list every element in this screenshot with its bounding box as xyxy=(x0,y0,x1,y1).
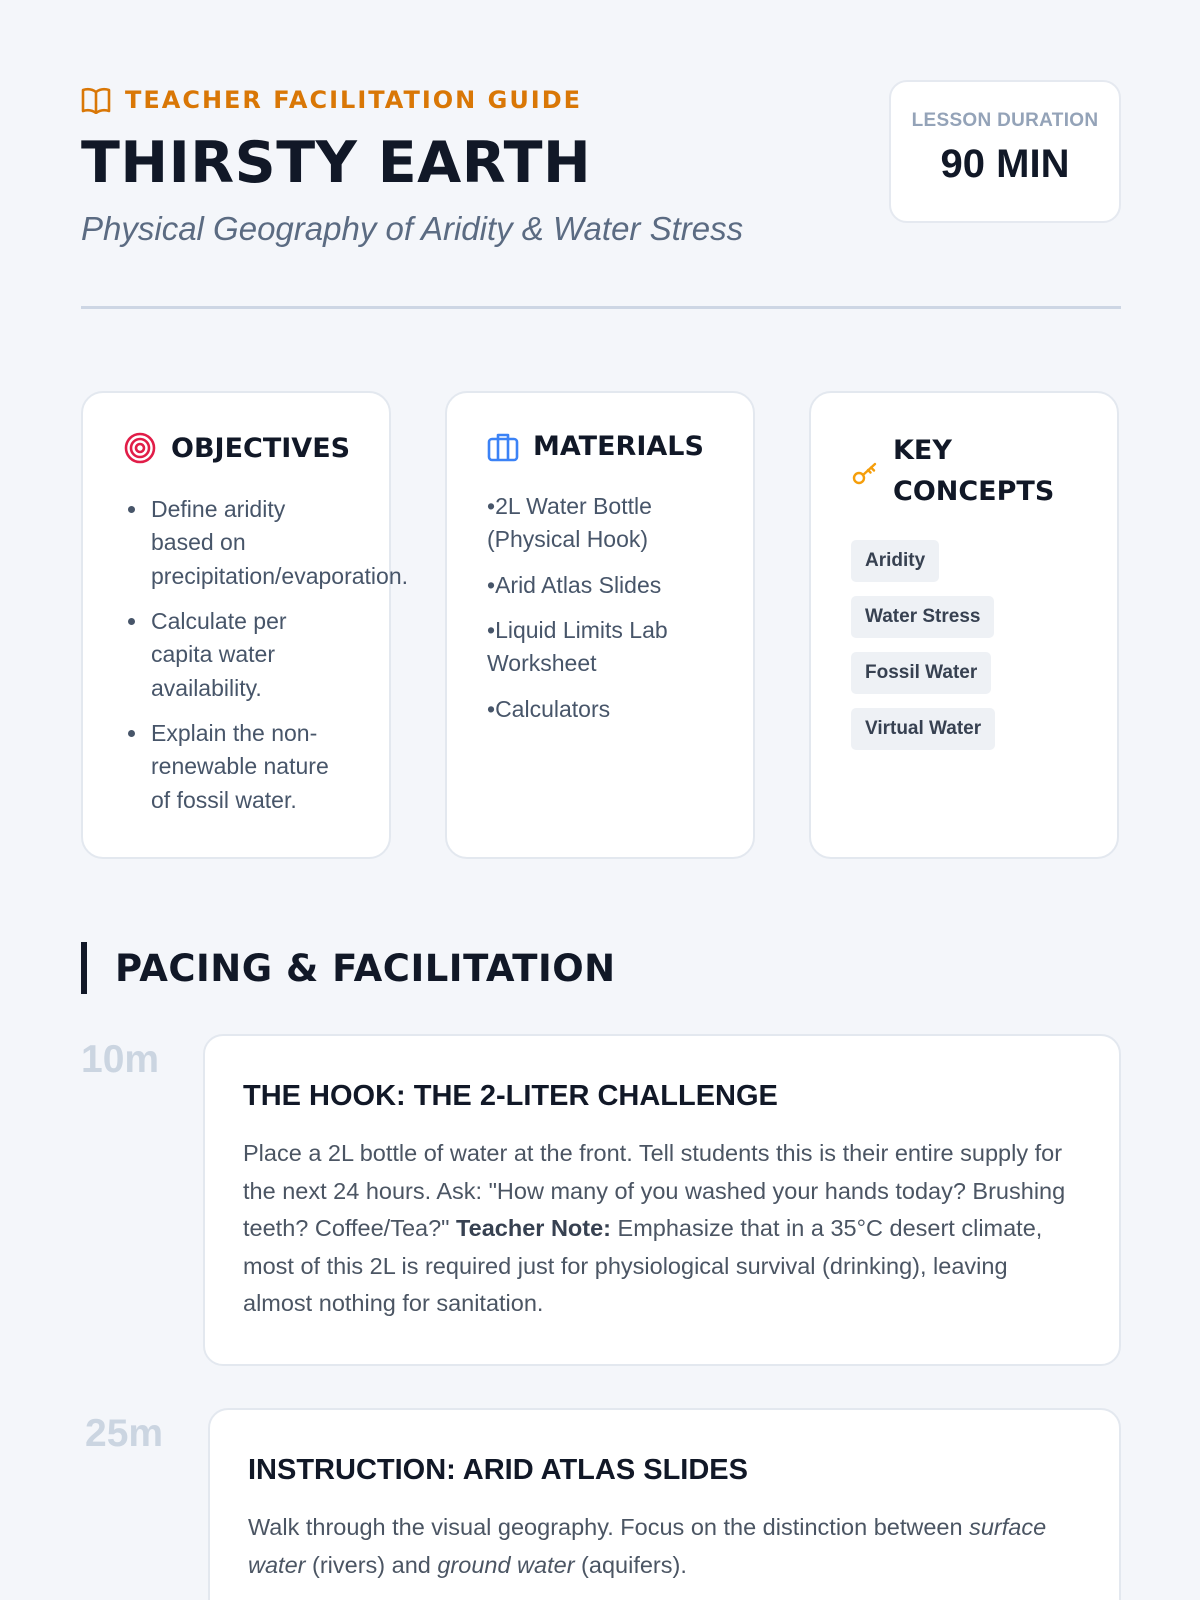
concept-tag: Virtual Water xyxy=(851,708,995,750)
list-item: • Liquid Limits Lab Worksheet xyxy=(487,614,713,681)
objectives-title: OBJECTIVES xyxy=(171,432,351,464)
concepts-title: KEY CONCEPTS xyxy=(893,435,1055,507)
materials-list xyxy=(487,490,713,726)
step-body: Walk through the visual geography. Focus on the distinction between surface water (rivers) and ground water (aquifers). xyxy=(248,1514,1047,1578)
briefcase-icon xyxy=(487,432,519,462)
header-divider xyxy=(81,306,1121,309)
duration-value: 90 MIN xyxy=(940,142,1070,186)
teacher-note-label: Teacher Note: xyxy=(456,1215,612,1242)
pacing-step-card xyxy=(208,1408,1121,1600)
page-subtitle: Physical Geography of Aridity & Water Stress xyxy=(81,210,744,247)
pacing-step-card xyxy=(203,1034,1121,1366)
step-time: 10m xyxy=(81,1038,160,1081)
list-item: • Define aridity based on precipitation/evaporation. xyxy=(149,493,349,593)
step-time: 25m xyxy=(85,1412,164,1455)
concept-tag: Aridity xyxy=(851,540,939,582)
concept-tag: Water Stress xyxy=(851,596,994,638)
concepts-heading xyxy=(851,431,1077,512)
eyebrow-label: TEACHER FACILITATION GUIDE xyxy=(125,86,583,114)
list-item: • Arid Atlas Slides xyxy=(487,569,713,602)
list-item: • Explain the non-renewable nature of fossil water. xyxy=(149,717,349,817)
step-body: Place a 2L bottle of water at the front. Tell students this is their entire supply for the next 24 hours. Ask: "How many of you washed your hands today? Brushing teeth? Coffee/Tea?" Teacher Note: Emphasize that in a 35°C desert climate, most of this 2L is required just for physiological survival (drinking), leaving almost nothing for sanitation. xyxy=(243,1140,1066,1317)
concept-tags xyxy=(851,540,1077,750)
book-open-icon xyxy=(81,86,111,114)
objectives-heading xyxy=(123,431,349,465)
duration-label: LESSON DURATION xyxy=(911,110,1099,131)
materials-title: MATERIALS xyxy=(533,431,704,462)
key-icon xyxy=(851,458,879,486)
key-concepts-card xyxy=(809,391,1119,859)
materials-heading xyxy=(487,431,713,462)
lesson-duration-box xyxy=(889,80,1121,223)
materials-card xyxy=(445,391,755,859)
objectives-card xyxy=(81,391,408,859)
list-item: • Calculate per capita water availability. xyxy=(149,605,349,705)
step-heading: THE HOOK: THE 2-LITER CHALLENGE xyxy=(243,1080,778,1112)
target-icon xyxy=(123,431,157,465)
objectives-list xyxy=(123,493,408,817)
pacing-section-title: PACING & FACILITATION xyxy=(81,942,616,994)
list-item: • Calculators xyxy=(487,693,713,726)
page-title: THIRSTY EARTH xyxy=(81,130,592,196)
step-heading: INSTRUCTION: ARID ATLAS SLIDES xyxy=(248,1454,748,1486)
page-header xyxy=(81,80,1121,310)
guide-eyebrow xyxy=(81,86,582,114)
concept-tag: Fossil Water xyxy=(851,652,991,694)
list-item: • 2L Water Bottle (Physical Hook) xyxy=(487,490,713,557)
